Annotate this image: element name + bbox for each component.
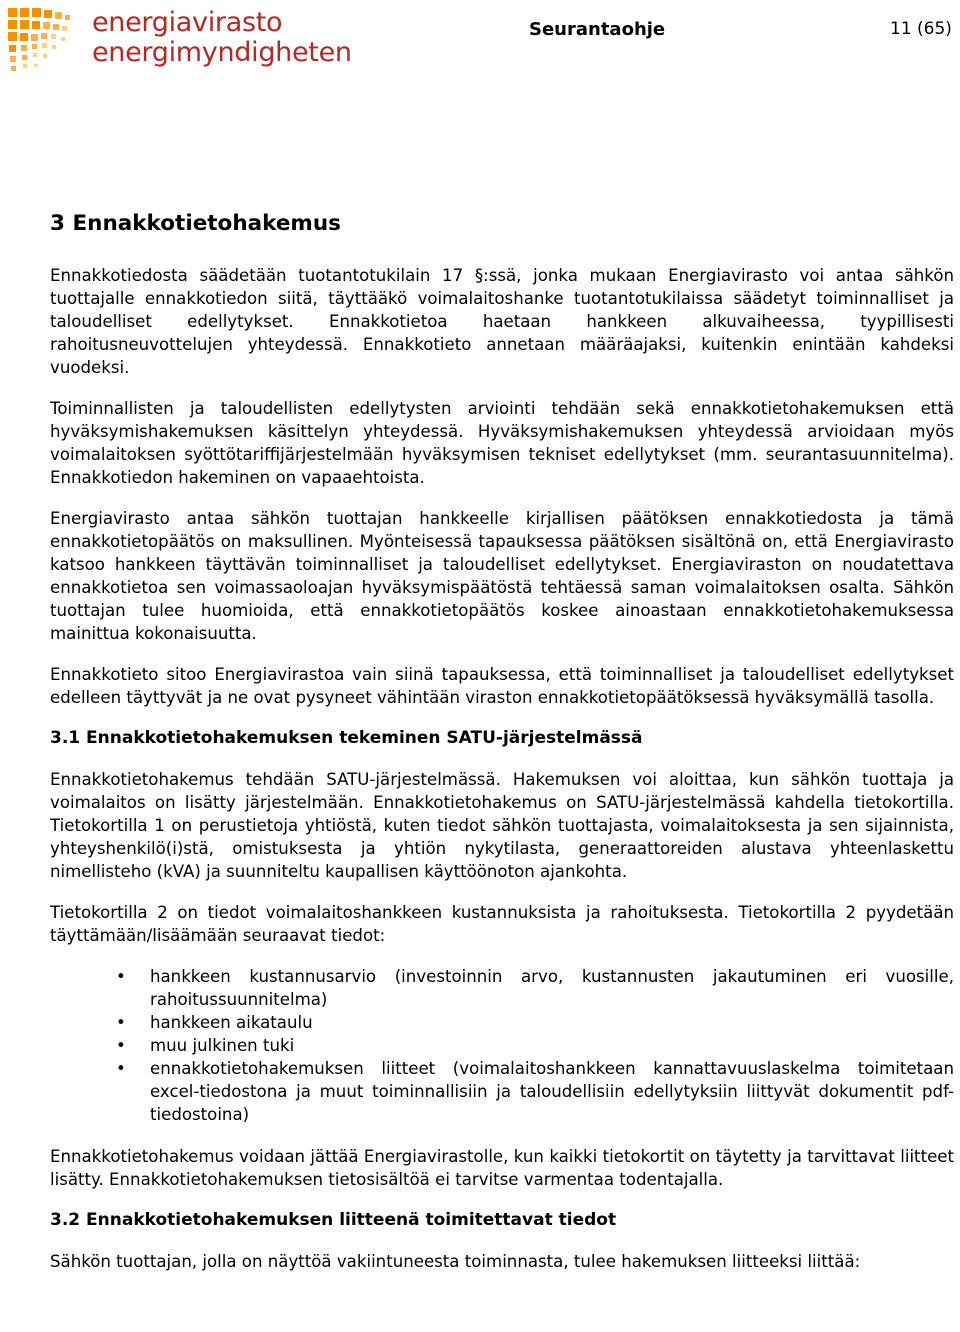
bullet-list xyxy=(50,965,954,1126)
document-title: Seurantaohje xyxy=(529,19,666,40)
logo-line-sv: energimyndigheten xyxy=(92,37,352,68)
page-header xyxy=(0,0,960,80)
section-3-heading: 3 Ennakkotietohakemus xyxy=(50,211,341,236)
paragraph: Ennakkotiedosta säädetään tuotantotukilain 17 §:ssä, jonka mukaan Energiavirasto voi antaa sähkön tuottajalle ennakkotiedon siitä, täyttääkö voimalaitoshanke tuotantotukilaissa säädetyt toiminnalliset ja taloudelliset edellytykset. Ennakkotietoa haetaan hankkeen alkuvaiheessa, tyypillisesti rahoitusneuvottelujen yhteydessä. Ennakkotieto annetaan määräajaksi, kuitenkin enintään kahdeksi vuodeksi. xyxy=(50,266,954,377)
energiavirasto-logo xyxy=(6,6,352,76)
paragraph: Sähkön tuottajan, jolla on näyttöä vakiintuneesta toiminnasta, tulee hakemuksen liitteeksi liittää: xyxy=(50,1252,861,1271)
paragraph: Ennakkotietohakemus tehdään SATU-järjestelmässä. Hakemuksen voi aloittaa, kun sähkön tuottaja ja voimalaitos on lisätty järjestelmään. Ennakkotietohakemus on SATU-järjestelmässä kahdella tietokortilla. Tietokortilla 1 on perustietoja yhtiöstä, kuten tiedot sähkön tuottajasta, voimalaitoksesta ja sen sijainnista, yhteyshenkilö(i)stä, omistuksesta ja yhtiön nykytilasta, generaattoreiden alustava yhteenlaskettu nimellisteho (kVA) ja suunniteltu kaupallisen käyttöönoton ajankohta. xyxy=(50,770,954,881)
section-3-2-heading: 3.2 Ennakkotietohakemuksen liitteenä toimitettavat tiedot xyxy=(50,1210,617,1230)
paragraph: Ennakkotieto sitoo Energiavirastoa vain siinä tapauksessa, että toiminnalliset ja taloudelliset edellytykset edelleen täyttyvät ja ne ovat pysyneet vähintään viraston ennakkotietopäätöksessä hyväksymällä tasolla. xyxy=(50,665,954,707)
document-body xyxy=(50,210,954,1291)
paragraph: Toiminnallisten ja taloudellisten edellytysten arviointi tehdään sekä ennakkotietohakemuksen että hyväksymishakemuksen käsittelyn yhteydessä. Hyväksymishakemuksen yhteydessä arvioidaan myös voimalaitoksen syöttötariffijärjestelmään hyväksymisen tekniset edellytykset (mm. seurantasuunnitelma). Ennakkotiedon hakeminen on vapaaehtoista. xyxy=(50,399,954,487)
section-3-1-heading: 3.1 Ennakkotietohakemuksen tekeminen SATU-järjestelmässä xyxy=(50,728,643,748)
list-item: • ennakkotietohakemuksen liitteet (voimalaitoshankkeen kannattavuuslaskelma toimitetaan excel-tiedostona ja muut toiminnallisiin ja taloudellisiin edellytyksiin liittyvät dokumentit pdf-tiedostoina) xyxy=(150,1057,954,1126)
logo-wordmark xyxy=(92,8,352,68)
page-number: 11 (65) xyxy=(890,19,952,39)
paragraph: Ennakkotietohakemus voidaan jättää Energiavirastolle, kun kaikki tietokortit on täytetty ja tarvittavat liitteet lisätty. Ennakkotietohakemuksen tietosisältöä ei tarvitse varmentaa todentajalla. xyxy=(50,1147,954,1189)
paragraph: Energiavirasto antaa sähkön tuottajan hankkeelle kirjallisen päätöksen ennakkotiedosta ja tämä ennakkotietopäätös on maksullinen. Myönteisessä tapauksessa päätöksen sisältönä on, että Energiavirasto katsoo hankkeen täyttävän toiminnalliset ja taloudelliset edellytykset. Energiaviraston on noudatettava ennakkotietoa sen voimassaoloajan hyväksymispäätöstä tehtäessä saman voimalaitoksen osalta. Sähkön tuottajan tulee huomioida, että ennakkotietopäätös koskee ainoastaan ennakkotietohakemuksessa mainittua kokonaisuutta. xyxy=(50,509,954,643)
list-item: • muu julkinen tuki xyxy=(150,1034,954,1057)
paragraph: Tietokortilla 2 on tiedot voimalaitoshankkeen kustannuksista ja rahoituksesta. Tietokortilla 2 pyydetään täyttämään/lisäämään seuraavat tiedot: xyxy=(50,903,954,945)
list-item: • hankkeen aikataulu xyxy=(150,1011,954,1034)
logo-line-fi: energiavirasto xyxy=(92,7,283,38)
sunburst-logo-icon xyxy=(6,6,76,76)
list-item: • hankkeen kustannusarvio (investoinnin arvo, kustannusten jakautuminen eri vuosille, rahoitussuunnitelma) xyxy=(150,965,954,1011)
